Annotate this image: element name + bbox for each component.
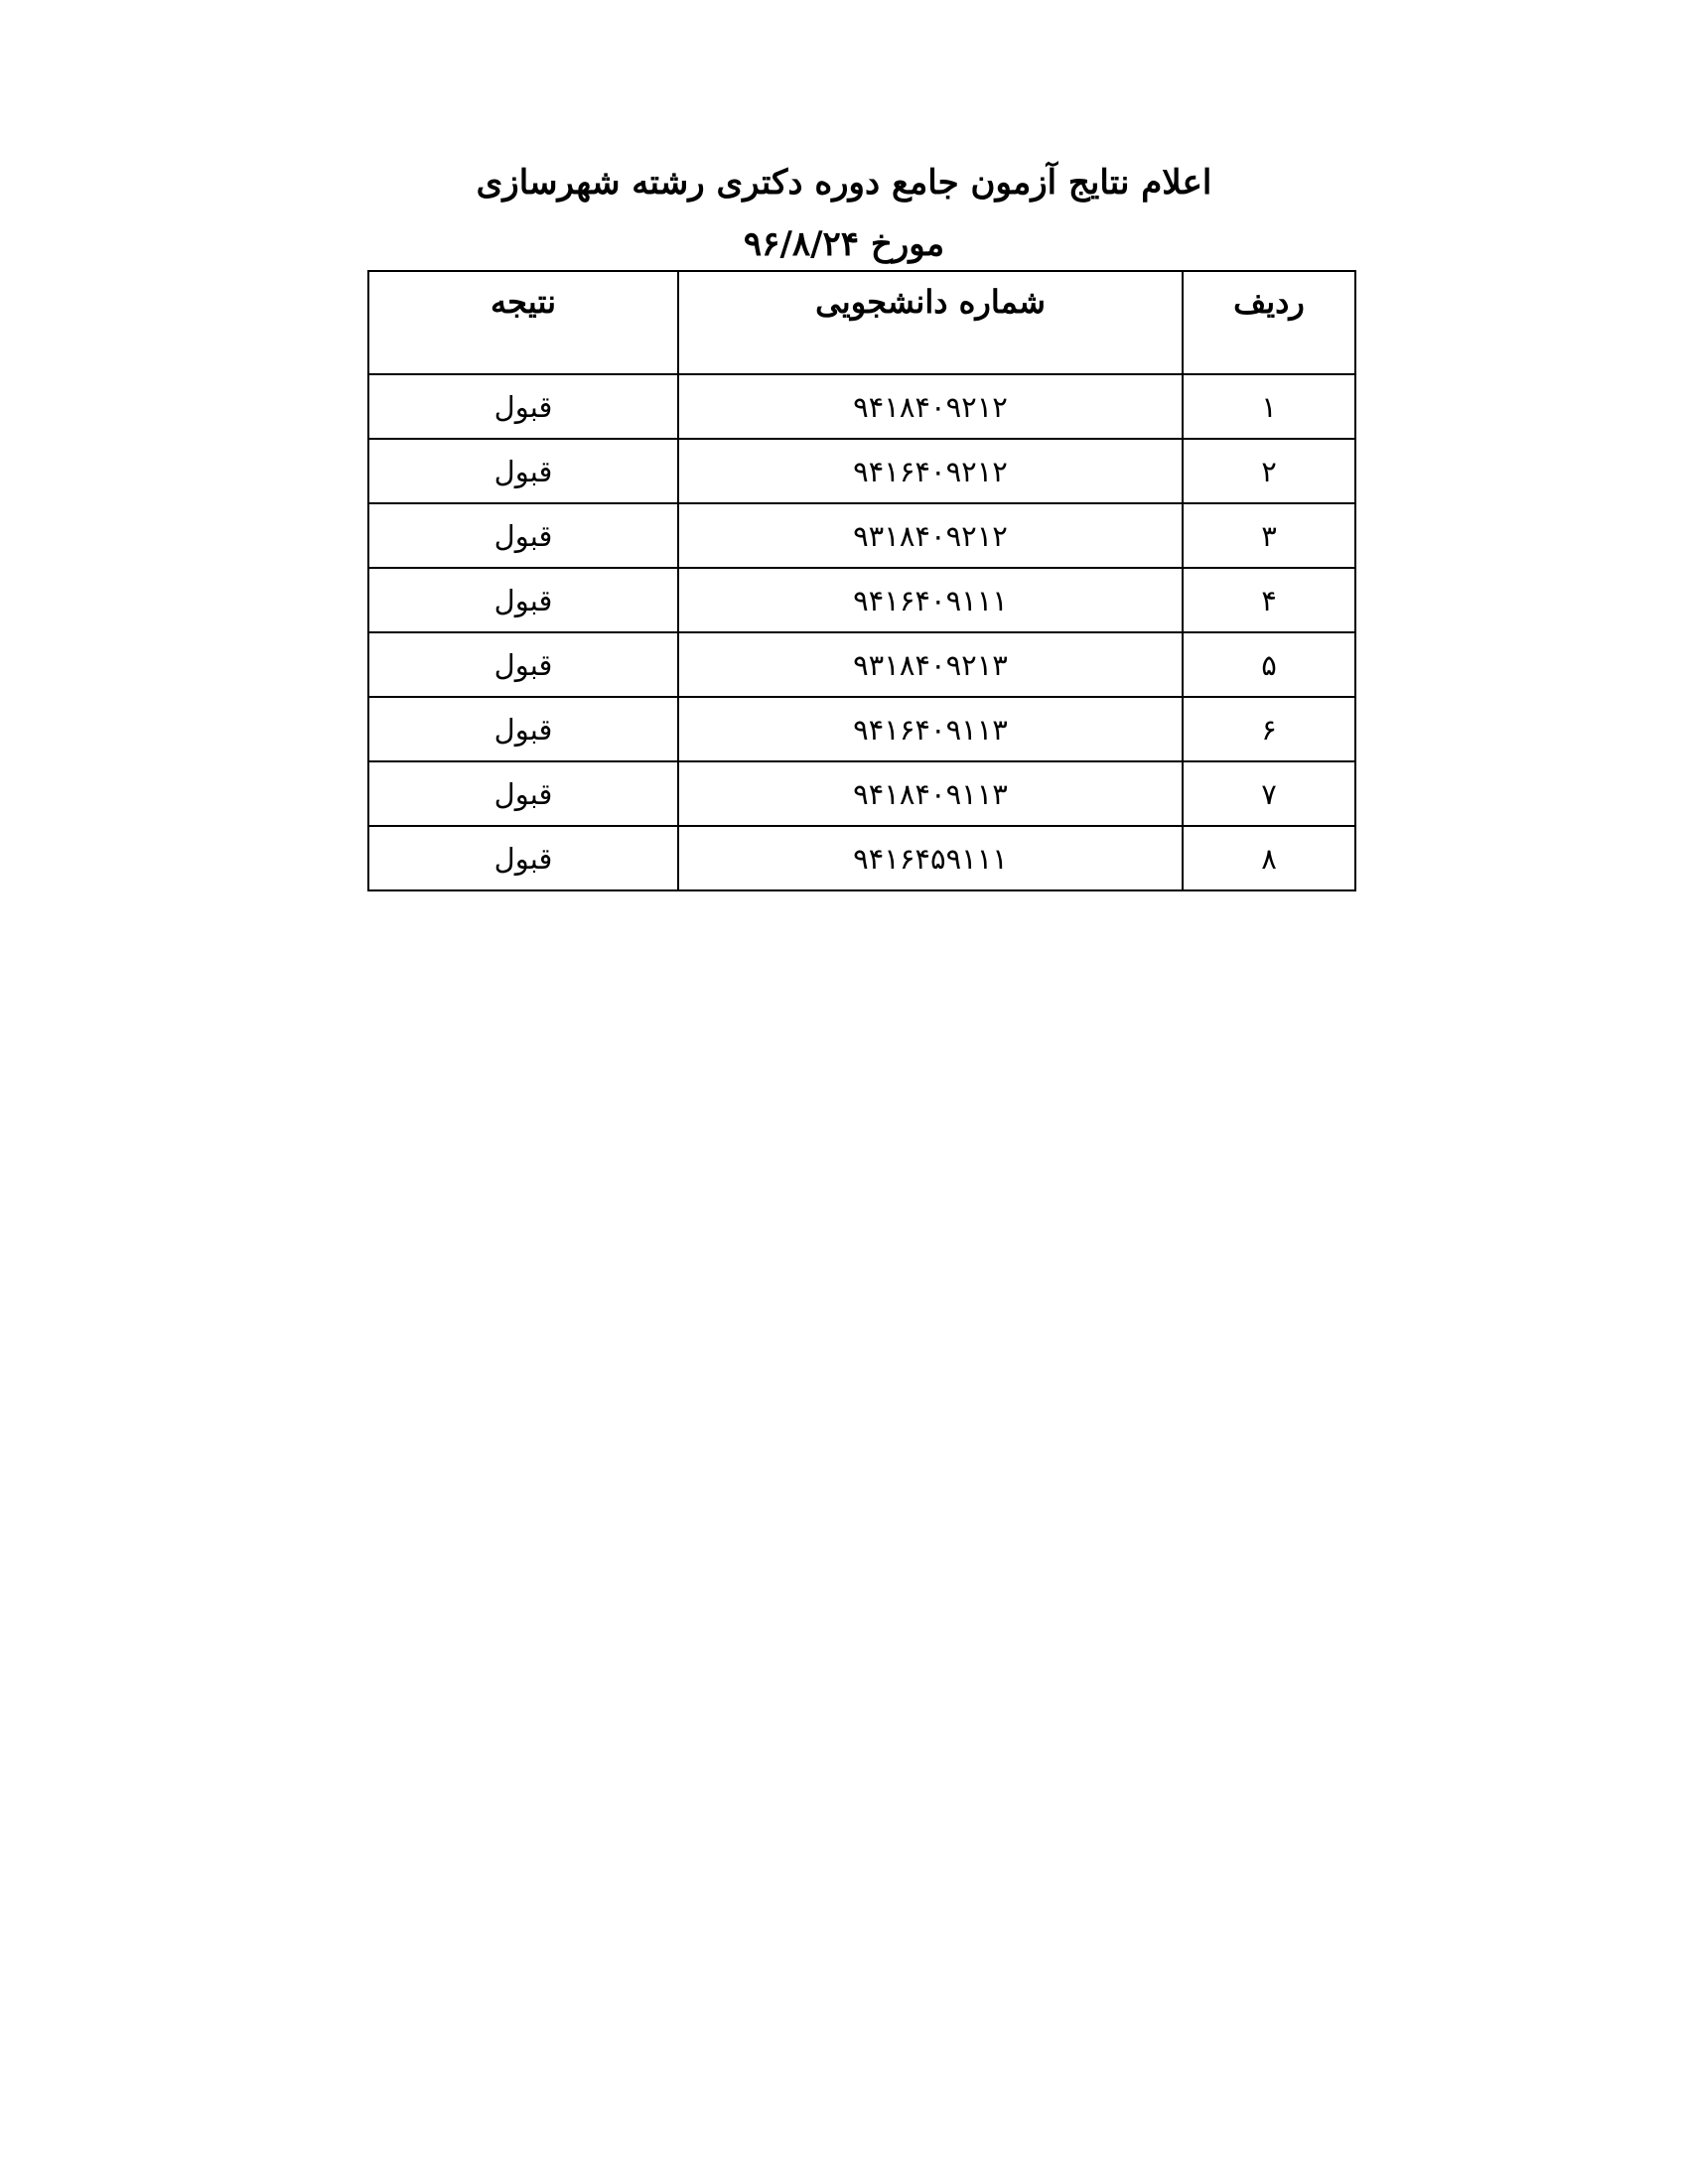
row-number-cell: ۳ bbox=[1183, 503, 1355, 568]
result-cell: قبول bbox=[368, 826, 678, 890]
table-row bbox=[368, 761, 1355, 826]
student-id-cell: ۹۳۱۸۴۰۹۲۱۳ bbox=[678, 632, 1183, 697]
student-id-cell: ۹۴۱۸۴۰۹۲۱۲ bbox=[678, 374, 1183, 439]
student-id-cell: ۹۴۱۶۴۰۹۱۱۱ bbox=[678, 568, 1183, 632]
row-number-cell: ۵ bbox=[1183, 632, 1355, 697]
table-row bbox=[368, 632, 1355, 697]
result-cell: قبول bbox=[368, 568, 678, 632]
table-row bbox=[368, 697, 1355, 761]
result-cell: قبول bbox=[368, 439, 678, 503]
row-number-cell: ۶ bbox=[1183, 697, 1355, 761]
student-id-cell: ۹۴۱۶۴۰۹۲۱۲ bbox=[678, 439, 1183, 503]
document-title: اعلام نتایج آزمون جامع دوره دکتری رشته شهرسازی bbox=[476, 163, 1212, 203]
row-number-cell: ۸ bbox=[1183, 826, 1355, 890]
result-cell: قبول bbox=[368, 697, 678, 761]
student-id-cell: ۹۴۱۶۴۰۹۱۱۳ bbox=[678, 697, 1183, 761]
row-number-cell: ۱ bbox=[1183, 374, 1355, 439]
table-row bbox=[368, 439, 1355, 503]
header-row-number: ردیف bbox=[1183, 271, 1355, 374]
table-row bbox=[368, 374, 1355, 439]
table-header-row bbox=[368, 271, 1355, 374]
results-table bbox=[367, 270, 1356, 891]
row-number-cell: ۷ bbox=[1183, 761, 1355, 826]
header-result: نتیجه bbox=[368, 271, 678, 374]
student-id-cell: ۹۴۱۶۴۵۹۱۱۱ bbox=[678, 826, 1183, 890]
student-id-cell: ۹۳۱۸۴۰۹۲۱۲ bbox=[678, 503, 1183, 568]
result-cell: قبول bbox=[368, 374, 678, 439]
result-cell: قبول bbox=[368, 632, 678, 697]
table-row bbox=[368, 826, 1355, 890]
header-student-id: شماره دانشجویی bbox=[678, 271, 1183, 374]
table-row bbox=[368, 503, 1355, 568]
table-row bbox=[368, 568, 1355, 632]
result-cell: قبول bbox=[368, 503, 678, 568]
row-number-cell: ۲ bbox=[1183, 439, 1355, 503]
result-cell: قبول bbox=[368, 761, 678, 826]
document-date: مورخ ۹۶/۸/۲۴ bbox=[743, 224, 945, 264]
row-number-cell: ۴ bbox=[1183, 568, 1355, 632]
student-id-cell: ۹۴۱۸۴۰۹۱۱۳ bbox=[678, 761, 1183, 826]
